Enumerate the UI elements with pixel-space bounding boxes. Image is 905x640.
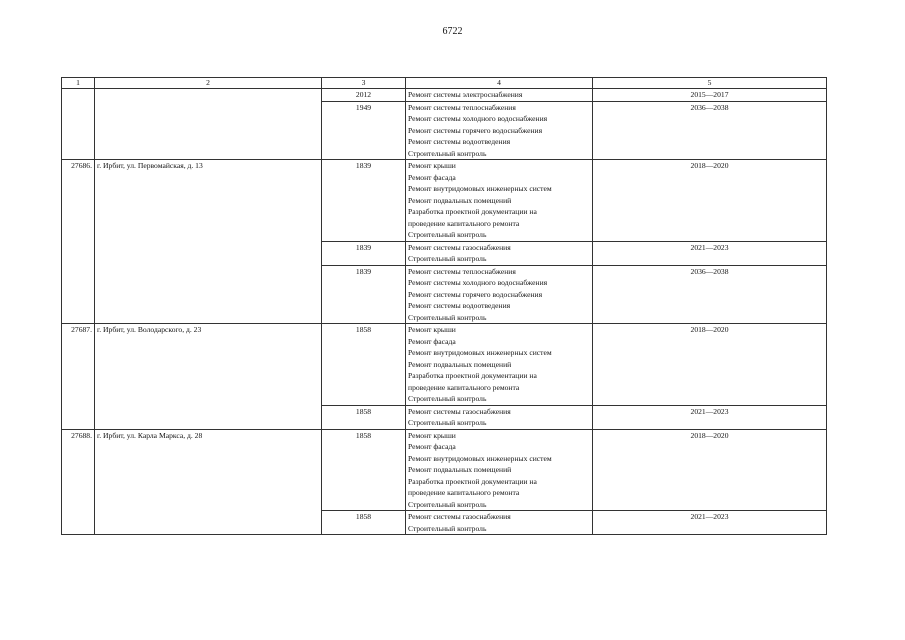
work-item: Ремонт системы водоотведения: [408, 301, 511, 310]
work-item: Ремонт системы горячего водоснабжения: [408, 289, 543, 299]
build-year: 1839: [322, 265, 406, 324]
repair-period: 2021—2023: [593, 511, 827, 535]
work-item: Разработка проектной документации на: [408, 371, 537, 380]
work-item: Ремонт системы горячего водоснабжения: [408, 125, 543, 135]
work-item: Ремонт внутридомовых инженерных систем: [408, 453, 552, 463]
work-item: Ремонт системы теплоснабжения: [408, 102, 516, 112]
repair-period: 2021—2023: [593, 241, 827, 265]
build-year: 1839: [322, 241, 406, 265]
work-item: проведение капитального ремонта: [408, 218, 520, 228]
work-item: Строительный контроль: [408, 523, 487, 533]
work-item: Ремонт системы газоснабжения: [408, 242, 511, 252]
object-number: 27686.: [62, 160, 95, 324]
repair-period: 2036—2038: [593, 265, 827, 324]
object-number: 27687.: [62, 324, 95, 430]
work-item: Ремонт системы холодного водоснабжения: [408, 114, 548, 123]
works-list: [406, 265, 593, 324]
object-number: 27688.: [62, 429, 95, 535]
work-item: Ремонт подвальных помещений: [408, 465, 512, 474]
table-row: [62, 89, 827, 102]
works-list: [406, 101, 593, 160]
work-item: Ремонт системы газоснабжения: [408, 512, 511, 521]
build-year: 1949: [322, 101, 406, 160]
table-row: [62, 324, 827, 406]
work-item: Ремонт крыши: [408, 430, 456, 440]
table-row: [62, 160, 827, 242]
build-year: 1858: [322, 324, 406, 406]
work-item: Строительный контроль: [408, 148, 487, 158]
page-number: 6722: [442, 26, 463, 37]
work-item: проведение капитального ремонта: [408, 488, 520, 497]
works-list: [406, 160, 593, 242]
work-item: Ремонт системы газоснабжения: [408, 406, 511, 416]
works-list: [406, 241, 593, 265]
work-item: Строительный контроль: [408, 312, 487, 322]
work-item: Строительный контроль: [408, 499, 487, 509]
work-item: Ремонт системы электроснабжения: [408, 90, 523, 99]
build-year: 1858: [322, 429, 406, 511]
works-list: [406, 405, 593, 429]
work-item: Строительный контроль: [408, 394, 487, 403]
work-item: Ремонт внутридомовых инженерных систем: [408, 348, 552, 357]
object-address: г. Ирбит, ул. Володарского, д. 23: [95, 324, 322, 430]
column-header-4: 4: [406, 78, 593, 89]
repair-period: 2015—2017: [593, 89, 827, 102]
object-address: [95, 89, 322, 160]
table-row: [62, 429, 827, 511]
column-header-1: 1: [62, 78, 95, 89]
works-list: [406, 89, 593, 102]
column-number-row: [62, 78, 827, 89]
work-item: проведение капитального ремонта: [408, 382, 520, 392]
build-year: 2012: [322, 89, 406, 102]
work-item: Ремонт подвальных помещений: [408, 195, 512, 205]
work-item: Ремонт фасада: [408, 172, 456, 182]
build-year: 1858: [322, 511, 406, 535]
repair-period: 2036—2038: [593, 101, 827, 160]
work-item: Строительный контроль: [408, 418, 487, 427]
column-header-3: 3: [322, 78, 406, 89]
work-item: Ремонт системы холодного водоснабжения: [408, 278, 548, 287]
object-address: г. Ирбит, ул. Первомайская, д. 13: [95, 160, 322, 324]
repair-period: 2018—2020: [593, 324, 827, 406]
work-item: Строительный контроль: [408, 254, 487, 263]
repair-period: 2021—2023: [593, 405, 827, 429]
repair-schedule-table: [61, 77, 827, 535]
column-header-5: 5: [593, 78, 827, 89]
table-body: [62, 78, 827, 535]
work-item: Ремонт внутридомовых инженерных систем: [408, 184, 552, 193]
build-year: 1858: [322, 405, 406, 429]
work-item: Ремонт фасада: [408, 336, 456, 346]
works-list: [406, 429, 593, 511]
works-list: [406, 511, 593, 535]
repair-period: 2018—2020: [593, 429, 827, 511]
build-year: 1839: [322, 160, 406, 242]
column-header-2: 2: [95, 78, 322, 89]
repair-period: 2018—2020: [593, 160, 827, 242]
work-item: Ремонт подвальных помещений: [408, 359, 512, 369]
work-item: Строительный контроль: [408, 230, 487, 239]
object-number: [62, 89, 95, 160]
work-item: Разработка проектной документации на: [408, 476, 537, 486]
work-item: Ремонт крыши: [408, 161, 456, 170]
work-item: Разработка проектной документации на: [408, 207, 537, 216]
work-item: Ремонт системы теплоснабжения: [408, 266, 516, 276]
work-item: Ремонт системы водоотведения: [408, 137, 511, 146]
works-list: [406, 324, 593, 406]
work-item: Ремонт фасада: [408, 442, 456, 451]
work-item: Ремонт крыши: [408, 325, 456, 334]
object-address: г. Ирбит, ул. Карла Маркса, д. 28: [95, 429, 322, 535]
